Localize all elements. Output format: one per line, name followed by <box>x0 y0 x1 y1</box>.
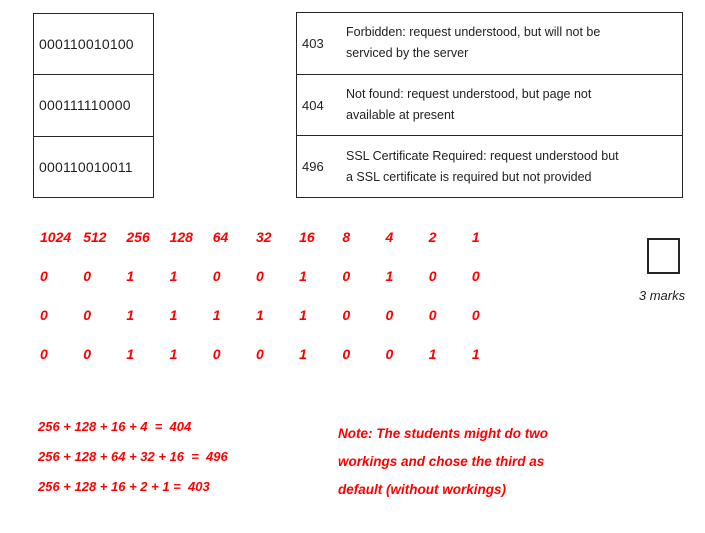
binary-answer-row <box>34 74 153 135</box>
status-description-line: SSL Certificate Required: request understood but <box>346 148 619 163</box>
status-code-row <box>297 13 682 74</box>
note-line: workings and chose the third as <box>338 454 545 469</box>
binary-answer-row <box>34 14 153 74</box>
binary-digit: 1 <box>212 307 221 323</box>
binary-digit: 0 <box>385 307 394 323</box>
status-description <box>346 84 682 126</box>
status-description-line: available at present <box>346 108 455 122</box>
place-value-header: 1024 <box>40 229 72 245</box>
note-line: Note: The students might do two <box>338 426 548 441</box>
status-description <box>346 146 682 188</box>
binary-digit: 1 <box>299 307 307 323</box>
binary-digit: 0 <box>83 268 91 284</box>
binary-digit: 0 <box>255 346 264 362</box>
binary-digit: 1 <box>169 307 178 323</box>
binary-digit: 0 <box>428 307 437 323</box>
binary-digit: 1 <box>126 307 135 323</box>
status-code-row <box>297 74 682 136</box>
status-description <box>346 22 682 64</box>
binary-digit: 1 <box>428 346 437 362</box>
binary-digit: 0 <box>342 346 351 362</box>
place-value-grid <box>40 229 492 362</box>
binary-digit: 0 <box>40 268 48 284</box>
binary-digit: 0 <box>428 268 437 284</box>
binary-digit: 0 <box>255 268 264 284</box>
status-description-line: Forbidden: request understood, but will not be <box>346 25 601 40</box>
status-description-line: a SSL certificate is required but not provided <box>346 169 592 184</box>
binary-digit: 1 <box>126 346 135 362</box>
working-line: 256 + 128 + 16 + 4 = 404 <box>38 419 192 434</box>
binary-digit: 0 <box>83 346 91 362</box>
place-value-header: 2 <box>428 229 437 245</box>
marks-label: 3 marks <box>638 288 686 303</box>
marker-note <box>338 420 548 504</box>
status-code-row <box>297 135 682 197</box>
sum-workings <box>38 412 228 502</box>
binary-digit: 0 <box>471 307 480 323</box>
place-value-header: 4 <box>385 229 394 245</box>
binary-digit: 0 <box>385 346 394 362</box>
binary-value: 000110010100 <box>39 36 134 53</box>
binary-digit: 1 <box>255 307 264 323</box>
status-description-line: Not found: request understood, but page not <box>346 87 592 101</box>
marks-box <box>647 238 680 274</box>
place-value-header: 64 <box>212 229 229 245</box>
binary-digit: 1 <box>299 346 307 362</box>
binary-digit: 1 <box>471 346 480 362</box>
place-value-header: 512 <box>83 229 107 245</box>
status-code: 403 <box>302 35 324 51</box>
binary-digit: 1 <box>126 268 135 284</box>
working-line: 256 + 128 + 64 + 32 + 16 = 496 <box>38 449 228 464</box>
binary-digit: 0 <box>83 307 91 323</box>
place-value-header: 256 <box>126 229 150 245</box>
binary-digit: 1 <box>385 268 394 284</box>
place-value-header: 8 <box>342 229 351 245</box>
binary-answer-row <box>34 136 153 197</box>
binary-value: 000110010011 <box>39 158 133 175</box>
note-line: default (without workings) <box>338 482 506 497</box>
binary-digit: 0 <box>471 268 480 284</box>
binary-digit: 0 <box>40 307 48 323</box>
binary-value: 000111110000 <box>39 97 131 114</box>
binary-answers-table <box>33 13 154 198</box>
binary-digit: 0 <box>212 268 221 284</box>
status-code: 496 <box>302 159 324 175</box>
place-value-header: 32 <box>255 229 272 245</box>
status-code-table <box>296 12 683 198</box>
place-value-header: 128 <box>169 229 193 245</box>
binary-digit: 0 <box>342 307 351 323</box>
binary-digit: 0 <box>40 346 48 362</box>
binary-digit: 1 <box>169 346 178 362</box>
binary-digit: 1 <box>299 268 307 284</box>
binary-digit: 0 <box>212 346 221 362</box>
place-value-header: 1 <box>471 229 480 245</box>
binary-digit: 1 <box>169 268 178 284</box>
binary-digit: 0 <box>342 268 351 284</box>
status-description-line: serviced by the server <box>346 46 469 61</box>
place-value-header: 16 <box>299 229 315 245</box>
working-line: 256 + 128 + 16 + 2 + 1 = 403 <box>38 479 210 494</box>
status-code: 404 <box>302 97 324 113</box>
